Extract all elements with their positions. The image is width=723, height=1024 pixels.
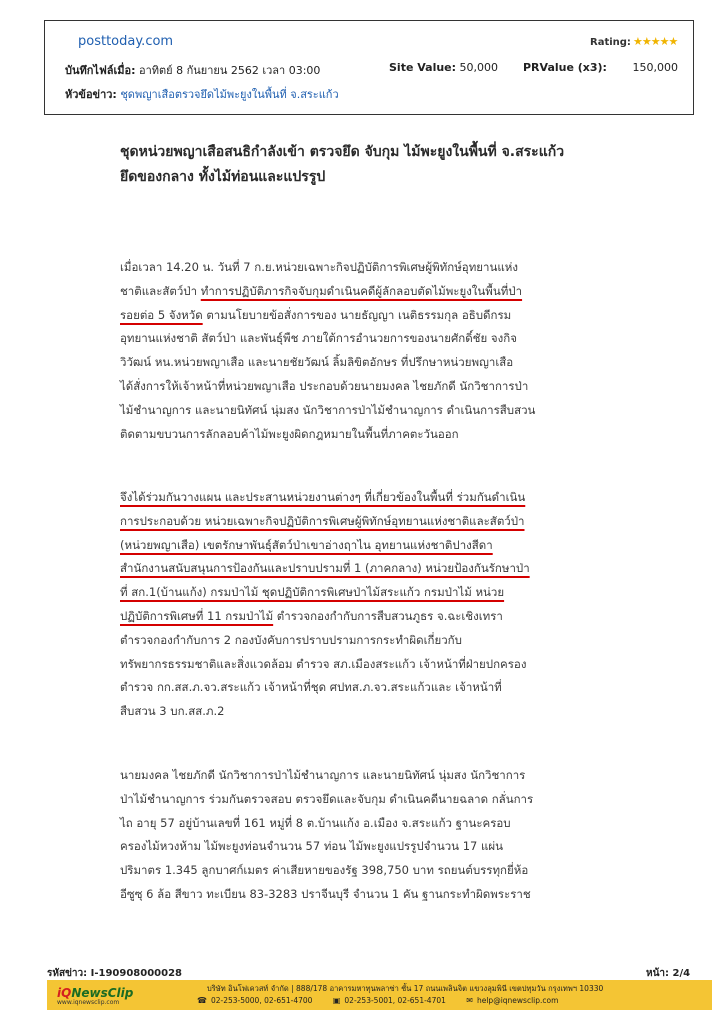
article-title [120,140,620,190]
text-line: ป่าไม้ชำนาญการ ร่วมกันตรวจสอบ ตรวจยึดและจับกุม ดำเนินคดีนายฉลาด กลั่นการ [120,791,534,806]
text-line: ไม้ชำนาญการ และนายนิทัศน์ นุ่มสง นักวิชาการป่าไม้ชำนาญการ ดำเนินการสืบสวน [120,402,536,417]
fax-icon: ▣ [332,996,341,1005]
clip-header-box [44,20,694,115]
contact-row [197,996,576,1005]
text-line: อีซูซุ 6 ล้อ สีขาว ทะเบียน 83-3283 ปราจีนบุรี จำนวน 1 คัน ฐานกระทำผิดพระราช [120,886,531,901]
headline [65,85,339,103]
highlighted-text: รอยต่อ 5 จังหวัด [120,307,203,322]
page-number: หน้า: 2/4 [646,968,691,979]
text-line [120,304,620,328]
phone-icon: ☎ [197,996,207,1005]
highlighted-text: การประกอบด้วย หน่วยเฉพาะกิจปฏิบัติการพิเศษผู้พิทักษ์อุทยานแห่งชาติและสัตว์ป่า [120,513,525,528]
text-line: ตำรวจ กก.สส.ภ.จว.สระแก้ว เจ้าหน้าที่ชุด ศปทส.ภ.จว.สระแก้วและ เจ้าหน้าที่ [120,680,502,695]
fax-contact: ▣ 02-253-5001, 02-651-4701 [332,996,446,1005]
highlighted-text: จึงได้ร่วมกันวางแผน และประสานหน่วยงานต่างๆ ที่เกี่ยวข้องในพื้นที่ ร่วมกันดำเนิน [120,490,526,504]
site-value-label: Site Value: [389,61,457,74]
text-line [120,605,620,629]
highlighted-text: ที่ สก.1(บ้านแก้ง) กรมป่าไม้ ชุดปฏิบัติการพิเศษป่าไม้สระแก้ว กรมป่าไม้ หน่วย [120,585,505,600]
saved-date [65,61,320,79]
text-line: สืบสวน 3 บก.สส.ภ.2 [120,704,225,719]
highlighted-text: ปฏิบัติการพิเศษที่ 11 กรมป่าไม้ [120,608,274,623]
rating-label: Rating: [590,37,631,48]
text-line: ครองไม้หวงห้าม ไม้พะยูงท่อนจำนวน 57 ท่อน ไม้พะยูงแปรรูปจำนวน 17 แผ่น [120,839,504,854]
text-line: ปริมาตร 1.345 ลูกบาศก์เมตร ค่าเสียหายของรัฐ 398,750 บาท รถยนต์บรรทุกยี่ห้อ [120,863,529,878]
text-line: ทรัพยากรธรรมชาติและสิ่งแวดล้อม ตำรวจ สภ.เมืองสระแก้ว เจ้าหน้าที่ฝ่ายปกครอง [120,656,527,671]
text-line: นายมงคล ไชยภักดี นักวิชาการป่าไม้ชำนาญการ และนายนิทัศน์ นุ่มสง นักวิชาการ [120,768,526,782]
pr-value-number: 150,000 [632,61,678,74]
text-line: อุทยานแห่งชาติ สัตว์ป่า และพันธุ์พืช ภายใต้การอำนวยการของนายศักดิ์ชัย จงกิจ [120,331,517,346]
text-line: ตำรวจกองกำกับการ 2 กองบังคับการปราบปรามการกระทำผิดเกี่ยวกับ [120,632,462,647]
rating-stars-icon: ★★★★★ [633,35,678,48]
iqnewsclip-logo[interactable] [57,982,133,1006]
phone-contact: ☎ 02-253-5000, 02-651-4700 [197,996,313,1005]
headline-label: หัวข้อข่าว: [65,88,117,101]
email-icon: ✉ [466,996,473,1005]
text-line: ติดตามขบวนการลักลอบค้าไม้พะยูงผิดกฎหมายในพื้นที่ภาคตะวันออก [120,426,459,441]
highlighted-text: ทำการปฏิบัติภารกิจจับกุมดำเนินคดีผู้ลักลอบตัดไม้พะยูงในพื้นที่ป่า [200,283,523,298]
text-segment: ตามนโยบายข้อสั่งการของ นายธัญญา เนติธรรมกุล อธิบดีกรม [202,307,512,322]
headline-value: ชุดพญาเสือตรวจยึดไม้พะยูงในพื้นที่ จ.สระแก้ว [120,88,339,101]
text-line [120,486,620,510]
text-segment: ชาติและสัตว์ป่า [120,283,201,298]
saved-date-value: อาทิตย์ 8 กันยายน 2562 เวลา 03:00 [139,64,321,77]
email-contact[interactable]: ✉ help@iqnewsclip.com [466,996,559,1005]
text-line [120,557,620,581]
company-address: บริษัท อินโฟเควสท์ จำกัด | 888/178 อาคารมหาทุนพลาซ่า ชั้น 17 ถนนเพลินจิต แขวงลุมพินี เขตปทุมวัน กรุงเทพฯ 10330 [207,984,604,993]
footer-bar [47,980,712,1010]
highlighted-text: สำนักงานสนับสนุนการป้องกันและปราบปรามที่ 1 (ภาคกลาง) หน่วยป้องกันรักษาป่า [120,561,530,576]
logo-url[interactable]: www.iqnewsclip.com [57,999,120,1006]
text-line [120,510,620,534]
title-line: ยึดของกลาง ทั้งไม้ท่อนและแปรรูป [120,169,326,185]
article-body [120,140,620,901]
text-line: ไถ อายุ 57 อยู่บ้านเลขที่ 161 หมู่ที่ 8 ต.บ้านแก้ง อ.เมือง จ.สระแก้ว ฐานะครอบ [120,815,511,830]
text-segment: ตำรวจกองกำกับการสืบสวนภูธร จ.ฉะเชิงเทรา [273,608,503,623]
paragraph-3 [120,764,620,907]
pr-value [523,61,678,74]
text-line [120,280,620,304]
highlighted-text: (หน่วยพญาเสือ) เขตรักษาพันธุ์สัตว์ป่าเขาอ่างฤาไน อุทยานแห่งชาติปางสีดา [120,537,493,552]
title-line: ชุดหน่วยพญาเสือสนธิกำลังเข้า ตรวจยึด จับกุม ไม้พะยูงในพื้นที่ จ.สระแก้ว [120,144,565,160]
text-line: วิวัฒน์ หน.หน่วยพญาเสือ และนายชัยวัฒน์ ลิ้มลิขิตอักษร ที่ปรึกษาหน่วยพญาเสือ [120,355,514,370]
site-value-number: 50,000 [459,61,499,74]
saved-date-label: บันทึกไฟล์เมื่อ: [65,64,136,77]
pr-value-label: PRValue (x3): [523,61,607,74]
text-line [120,534,620,558]
text-line: เมื่อเวลา 14.20 น. วันที่ 7 ก.ย.หน่วยเฉพาะกิจปฏิบัติการพิเศษผู้พิทักษ์อุทยานแห่ง [120,260,518,274]
news-code: รหัสข่าว: I-190908000028 [47,968,182,979]
site-value [389,61,498,74]
logo-mark: iQNewsClip [57,986,134,1000]
paragraph-1 [120,256,620,446]
text-line [120,581,620,605]
paragraph-2 [120,486,620,724]
text-line: ได้สั่งการให้เจ้าหน้าที่หน่วยพญาเสือ ประกอบด้วยนายมงคล ไชยภักดี นักวิชาการป่า [120,378,529,393]
source-site[interactable]: posttoday.com [78,34,174,49]
